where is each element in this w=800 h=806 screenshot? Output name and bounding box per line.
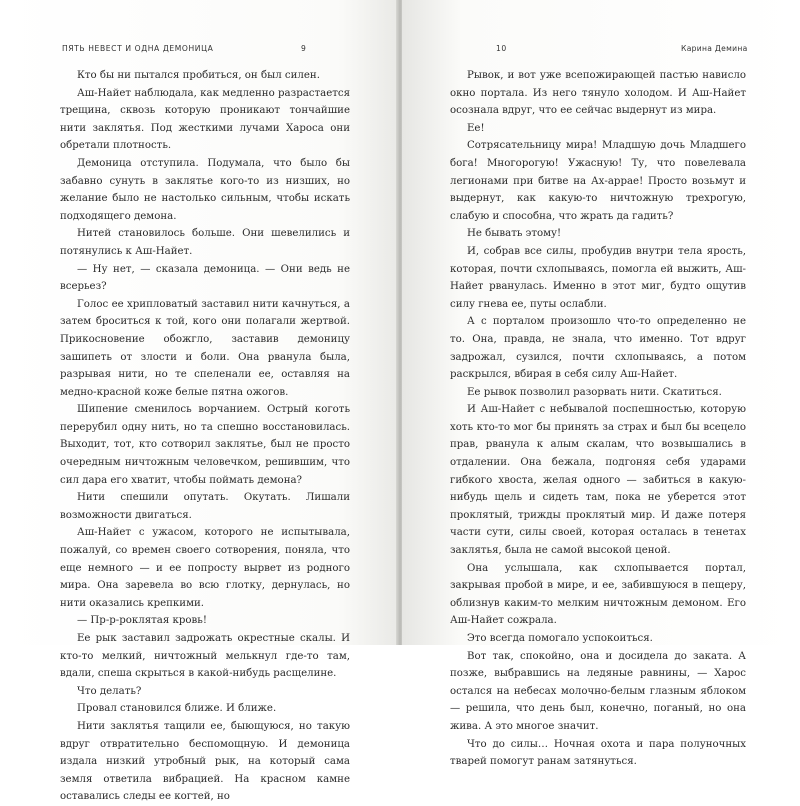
body-text [450, 67, 746, 771]
paragraph: Рывок, и вот уже всепожирающей пастью нависло окно портала. Из него тянуло холодом. И Аш-Найет осознала вдруг, что ее сейчас выдернут из мира. [450, 70, 746, 117]
paragraph: Аш-Найет наблюдала, как медленно разрастается трещина, сквозь которую проникают тончайшие нити заклятья. Под жесткими лучами Хароса они обретали плотность. [60, 87, 350, 152]
page-number: 10 [496, 44, 507, 53]
paragraph: Демоница отступила. Подумала, что было бы забавно сунуть в заклятье кого-то из низших, но желание было не настолько сильным, чтобы искать подходящего демона. [60, 157, 350, 222]
right-page [402, 0, 800, 768]
paragraph: И, собрав все силы, пробудив внутри тела ярость, которая, почти схлопываясь, помогла ей выжить, Аш-Найет рванулась. Именно в этот миг, будто ощутив силу гнева ее, путы ослабли. [450, 245, 746, 310]
paragraph: Провал становился ближе. И ближе. [77, 703, 277, 715]
page-number: 9 [301, 44, 307, 53]
running-header-author: Карина Демина [681, 44, 748, 53]
paragraph: Ее рык заставил задрожать окрестные скалы. И кто-то мелкий, ничтожный мелькнул где-то там, вдали, спеша скрыться в какой-нибудь расщелине. [60, 633, 350, 680]
paragraph: Нити спешили опутать. Окутать. Лишали возможности двигаться. [60, 492, 350, 521]
paragraph: Что до силы… Ночная охота и пара полуночных тварей помогут ранам затянуться. [450, 738, 746, 768]
paragraph: Что делать? [77, 685, 142, 697]
paragraph: Шипение сменилось ворчанием. Острый коготь перерубил одну нить, но та спешно восстановилась. Выходит, тот, кто сотворил заклятье, был не просто очередным ничтожным человечком, решившим, что сил дара его хватит, чтобы поймать демона? [60, 404, 350, 486]
paragraph: Она услышала, как схлопывается портал, закрывая пробой в мире, и ее, забившуюся в пещеру, облизнув каким-то мелким ничтожным демоном. Его Аш-Найет сожрала. [450, 562, 746, 627]
paragraph: Кто бы ни пытался пробиться, он был силен. [77, 70, 320, 81]
paragraph: Ее! [467, 122, 485, 134]
paragraph: — Пр-р-роклятая кровь! [77, 615, 207, 627]
paragraph: — Ну нет, — сказала демоница. — Они ведь не всерьез? [60, 263, 350, 293]
running-header-title: ПЯТЬ НЕВЕСТ И ОДНА ДЕМОНИЦА [62, 44, 214, 53]
paragraph: Нитей становилось больше. Они шевелились и потянулись к Аш-Найет. [60, 228, 350, 257]
body-text [60, 67, 350, 806]
paragraph: Вот так, спокойно, она и досидела до заката. А позже, выбравшись на ледяные равнины, — Харос остался на небесах молочно-белым глазным яблоком — решила, что день был, конечно, поганый, но она жива. А это многое значит. [450, 650, 746, 732]
paragraph: Ее рывок позволил разорвать нити. Скатиться. [467, 386, 722, 398]
paragraph: Сотрясательницу мира! Младшую дочь Младшего бога! Многорогую! Ужасную! Ту, что повелевала легионами при битве на Ах-аррае! Просто возьмут и выдернут, как какую-то ничтожную трехрогую, слабую и способна, что жрать да гадить? [450, 140, 746, 222]
paragraph: Это всегда помогало успокоиться. [467, 633, 653, 644]
paragraph: Не бывать этому! [467, 228, 562, 240]
paragraph: Голос ее хрипловатый заставил нити качнуться, а затем броситься к той, кого они полагали жертвой. Прикосновение обожгло, заставив демоницу зашипеть от злости и боли. Она рванула была, разрывая нити, но те спеленали ее, оставляя на медно-красной коже белые пятна ожогов. [60, 298, 350, 398]
left-page [0, 0, 398, 803]
paragraph: А с порталом произошло что-то определенно не то. Она, правда, не знала, что именно. Тот вдруг задрожал, сузился, почти схлопываясь, а потом раскрылся, вбирая в себя силу Аш-Найет. [450, 316, 746, 381]
paragraph: Нити заклятья тащили ее, быющуюся, но такую вдруг отвратительно беспомощную. И демоница издала низкий утробный рык, на который сама земля ответила вибрацией. На красном камне оставались следы ее когтей, но [60, 720, 350, 803]
paragraph: И Аш-Найет с небывалой поспешностью, которую хоть кто-то мог бы принять за страх и был бы всецело прав, рванула к алым скалам, что возвышались в отдалении. Она бежала, подгоняя себя ударами гибкого хвоста, желая одного — забиться в какую-нибудь щель и сидеть там, пока не уберется этот проклятый, трижды проклятый мир. И даже потеря части сути, силы своей, которая осталась в тенетах заклятья, была не самой высокой ценой. [450, 404, 746, 557]
paragraph: Аш-Найет с ужасом, которого не испытывала, пожалуй, со времен своего сотворения, поняла, что еще немного — и ее попросту вырвет из родного мира. Она заревела во всю глотку, дернулась, но нити оказались крепкими. [60, 527, 350, 609]
